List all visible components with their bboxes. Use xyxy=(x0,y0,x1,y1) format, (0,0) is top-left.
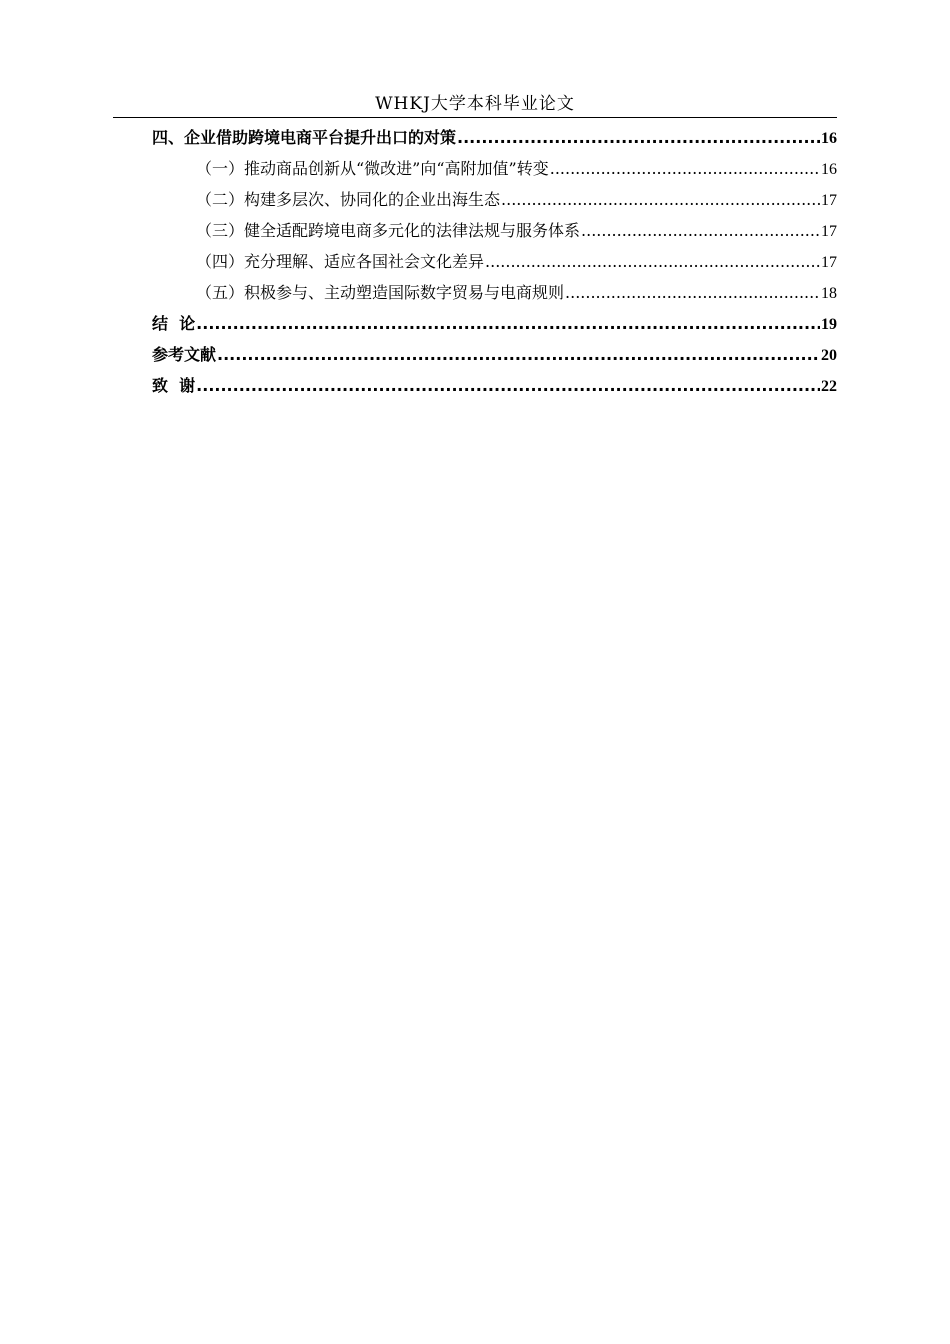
toc-entry-title: （五）积极参与、主动塑造国际数字贸易与电商规则 xyxy=(196,283,565,302)
toc-entry-page: 16 xyxy=(821,130,837,147)
table-of-contents xyxy=(152,122,837,401)
toc-entry-page: 17 xyxy=(821,223,837,240)
toc-entry-page: 16 xyxy=(821,161,837,178)
toc-leader-dots xyxy=(581,215,820,246)
toc-entry-4-2[interactable] xyxy=(152,184,837,215)
toc-leader-dots xyxy=(501,184,820,215)
toc-entry-title: 致 谢 xyxy=(152,376,196,395)
toc-entry-title: （一）推动商品创新从“微改进”向“高附加值”转变 xyxy=(196,159,549,178)
toc-entry-references[interactable] xyxy=(152,339,837,370)
toc-entry-page: 20 xyxy=(821,347,837,364)
toc-entry-page: 22 xyxy=(821,378,837,395)
toc-entry-title: 参考文献 xyxy=(152,345,217,364)
toc-entry-title: 结 论 xyxy=(152,314,196,333)
toc-entry-title: （三）健全适配跨境电商多元化的法律法规与服务体系 xyxy=(196,221,581,240)
toc-leader-dots xyxy=(550,153,820,184)
toc-leader-dots xyxy=(217,339,820,370)
toc-entry-page: 18 xyxy=(821,285,837,302)
toc-entry-4-5[interactable] xyxy=(152,277,837,308)
toc-entry-4-4[interactable] xyxy=(152,246,837,277)
toc-entry-title: （二）构建多层次、协同化的企业出海生态 xyxy=(196,190,501,209)
toc-entry-page: 17 xyxy=(821,254,837,271)
toc-entry-conclusion[interactable] xyxy=(152,308,837,339)
toc-leader-dots xyxy=(565,277,820,308)
toc-entry-title: 四、企业借助跨境电商平台提升出口的对策 xyxy=(152,128,457,147)
page-header: WHKJ大学本科毕业论文 xyxy=(113,92,837,118)
toc-entry-title: （四）充分理解、适应各国社会文化差异 xyxy=(196,252,485,271)
toc-leader-dots xyxy=(457,122,820,153)
toc-entry-page: 17 xyxy=(821,192,837,209)
toc-entry-page: 19 xyxy=(821,316,837,333)
toc-entry-4-1[interactable] xyxy=(152,153,837,184)
toc-leader-dots xyxy=(196,308,820,339)
toc-entry-acknowledgements[interactable] xyxy=(152,370,837,401)
toc-entry-section-4[interactable] xyxy=(152,122,837,153)
toc-leader-dots xyxy=(485,246,820,277)
toc-entry-4-3[interactable] xyxy=(152,215,837,246)
toc-leader-dots xyxy=(196,370,820,401)
